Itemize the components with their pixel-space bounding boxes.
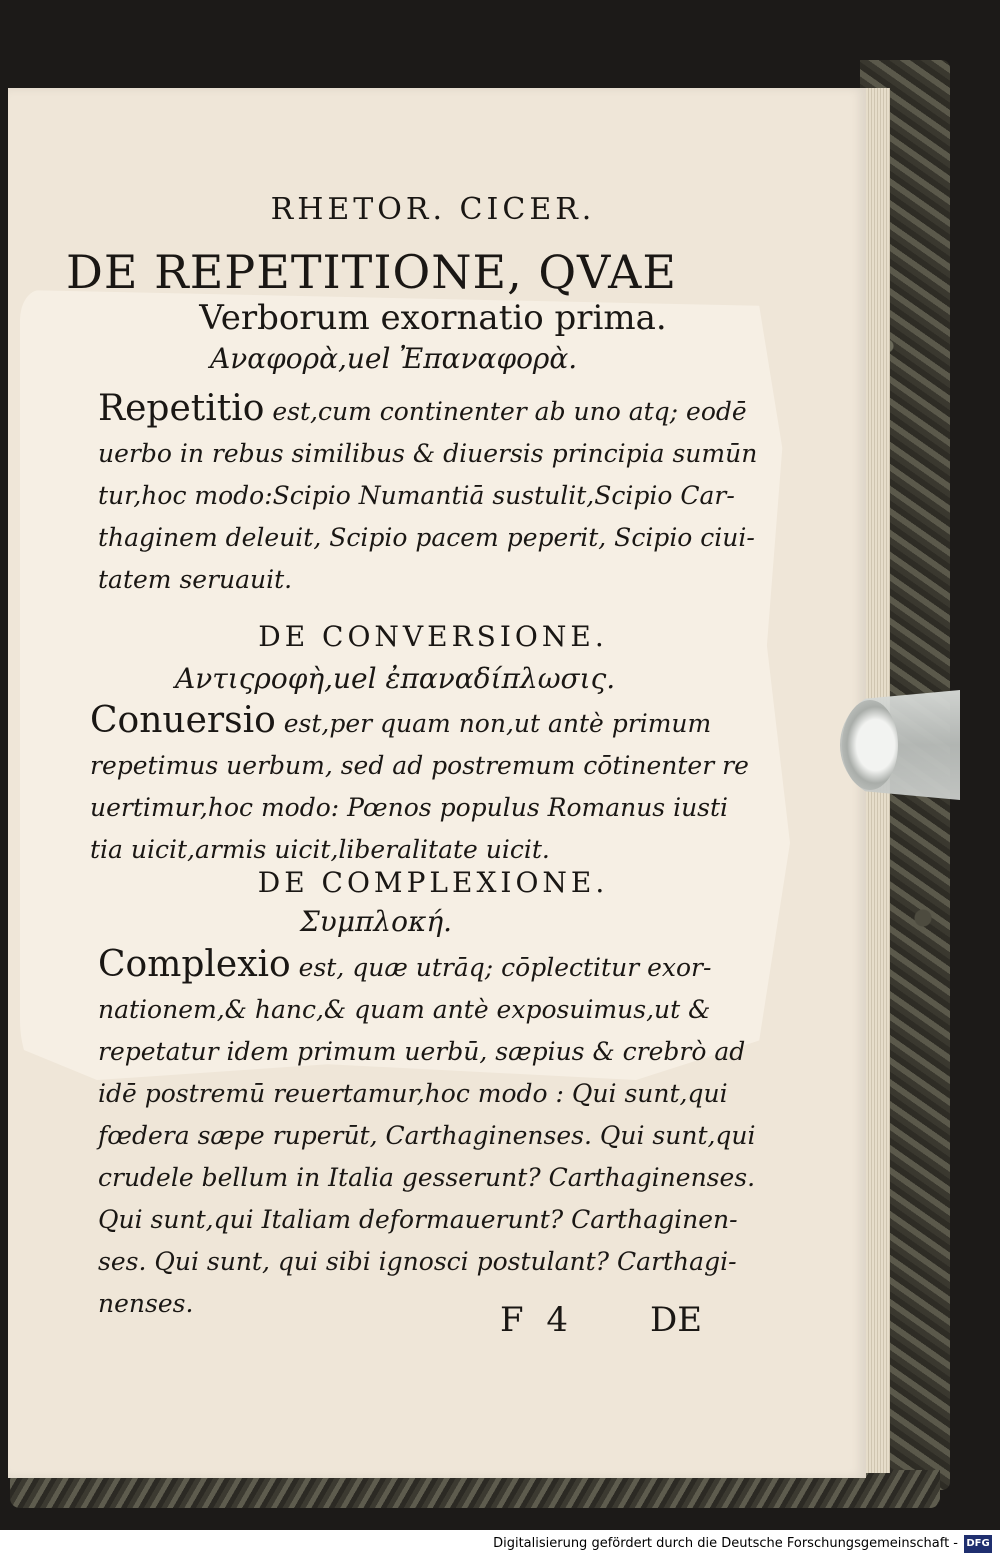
chapter-subtitle: Verborum exornatio prima. (199, 298, 667, 338)
dfg-logo-icon: DFG (964, 1535, 992, 1553)
paragraph-line: tur,hoc modo:Scipio Numantiā sustulit,Scipio Car- (98, 481, 735, 510)
funding-credit: Digitalisierung gefördert durch die Deutsche Forschungsgemeinschaft - (493, 1536, 958, 1551)
greek-term-3: Συμπλοκή. (300, 905, 453, 938)
signature-mark: F 4 (500, 1300, 575, 1340)
paragraph-line: Qui sunt,qui Italiam deformauerunt? Carthaginen- (98, 1205, 738, 1234)
paragraph-line: ses. Qui sunt, qui sibi ignosci postulant? Carthagi- (98, 1247, 737, 1276)
paragraph-line: nationem,& hanc,& quam antè exposuimus,ut & (98, 995, 711, 1024)
clasp-ring-icon (842, 700, 898, 790)
section-heading-complexione: DE COMPLEXIONE. (257, 866, 609, 899)
paragraph-line: uertimur,hoc modo: Pœnos populus Romanus iusti (90, 793, 729, 822)
paragraph-line: tatem seruauit. (98, 565, 293, 594)
paragraph-line: Complexio est, quæ utrāq; cōplectitur exor- (98, 944, 712, 985)
section-heading-conversione: DE CONVERSIONE. (258, 620, 608, 653)
paragraph-line: fœdera sæpe ruperūt, Carthaginenses. Qui sunt,qui (98, 1121, 756, 1150)
paragraph-lead: Conuersio (90, 700, 276, 741)
paragraph-line: repetatur idem primum uerbū, sæpius & crebrò ad (98, 1037, 746, 1066)
paragraph-line: nenses. (98, 1289, 194, 1318)
paragraph-line: idē postremū reuertamur,hoc modo : Qui sunt,qui (98, 1079, 728, 1108)
catchword: DE (650, 1300, 703, 1340)
paragraph-line: crudele bellum in Italia gesserunt? Carthaginenses. (98, 1163, 756, 1192)
footer-bar (0, 1530, 1000, 1558)
greek-term-2: Αντιςροφὴ,uel ἐπαναδίπλωσις. (175, 662, 616, 695)
paragraph-repetitio (98, 388, 757, 601)
paragraph-conuersio (90, 700, 749, 871)
chapter-title: DE REPETITIONE, QVAE (66, 245, 677, 299)
paragraph-line: Conuersio est,per quam non,ut antè primum (90, 700, 712, 741)
paragraph-line: Repetitio est,cum continenter ab uno atq; eodē (98, 388, 747, 429)
paragraph-lead: Complexio (98, 944, 291, 985)
paragraph-lead: Repetitio (98, 388, 265, 429)
paragraph-line: thaginem deleuit, Scipio pacem peperit, Scipio ciui- (98, 523, 755, 552)
paragraph-complexio (98, 944, 756, 1325)
paragraph-line: tia uicit,armis uicit,liberalitate uicit. (90, 835, 550, 864)
paragraph-line: repetimus uerbum, sed ad postremum cōtinenter re (90, 751, 749, 780)
paragraph-line: uerbo in rebus similibus & diuersis principia sumūn (98, 439, 758, 468)
running-head: RHETOR. CICER. (270, 192, 596, 227)
greek-term-1: Αναφορὰ,uel Ἐπαναφορὰ. (210, 342, 578, 375)
